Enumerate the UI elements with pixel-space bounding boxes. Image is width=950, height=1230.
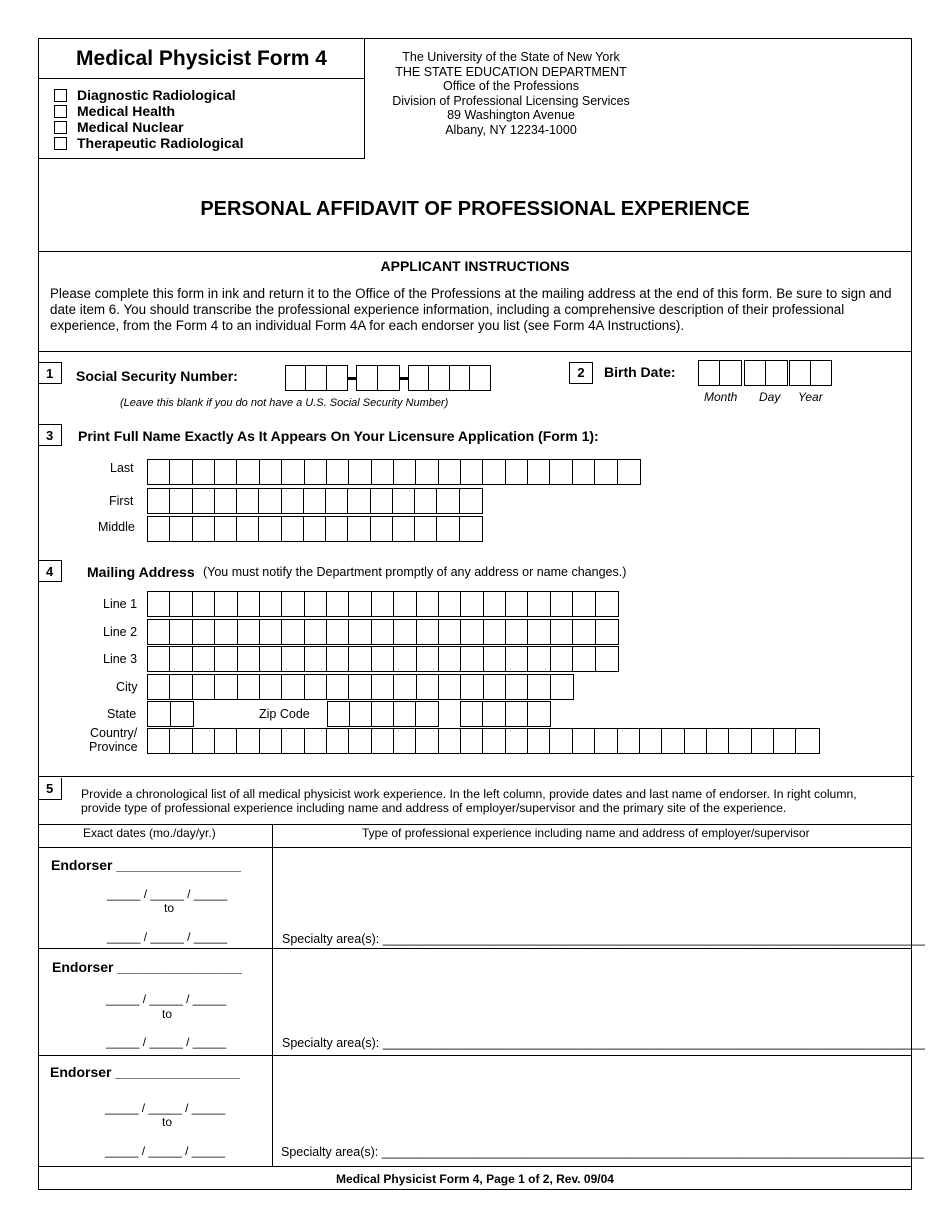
birth-year-field[interactable] bbox=[789, 360, 832, 386]
middle-name-field[interactable] bbox=[147, 516, 483, 542]
address-line3-field[interactable] bbox=[147, 646, 619, 672]
start-date-field[interactable]: _____ / _____ / _____ bbox=[105, 1101, 226, 1115]
address-line2-label: Line 2 bbox=[103, 625, 138, 639]
ssn-note: (Leave this blank if you do not have a U.S. Social Security Number) bbox=[120, 397, 449, 409]
specialty-label: Therapeutic Radiological bbox=[77, 135, 244, 151]
divider bbox=[39, 78, 364, 79]
last-name-field[interactable] bbox=[147, 459, 641, 485]
mailing-address-note: (You must notify the Department promptly of any address or name changes.) bbox=[203, 565, 627, 579]
dates-column-header: Exact dates (mo./day/yr.) bbox=[83, 826, 216, 840]
country-field[interactable] bbox=[147, 728, 820, 754]
instructions-heading: APPLICANT INSTRUCTIONS bbox=[380, 258, 570, 274]
address-line2-field[interactable] bbox=[147, 619, 619, 645]
checkbox[interactable] bbox=[54, 89, 67, 102]
agency-line: The University of the State of New York bbox=[402, 50, 620, 64]
state-label: State bbox=[107, 707, 137, 721]
day-label: Day bbox=[759, 390, 781, 404]
specialty-label: Diagnostic Radiological bbox=[77, 87, 236, 103]
item-number: 5 bbox=[38, 778, 62, 800]
birth-day-field[interactable] bbox=[744, 360, 788, 386]
item-number: 4 bbox=[38, 560, 62, 582]
agency-line: Office of the Professions bbox=[443, 79, 579, 94]
specialty-option[interactable] bbox=[54, 135, 243, 151]
birth-month-field[interactable] bbox=[698, 360, 742, 386]
agency-line: Division of Professional Licensing Services bbox=[392, 93, 630, 108]
experience-column-header: Type of professional experience including name and address of employer/supervisor bbox=[362, 826, 810, 840]
checkbox[interactable] bbox=[54, 121, 67, 134]
specialty-option[interactable] bbox=[54, 103, 175, 119]
divider bbox=[38, 776, 914, 777]
middle-name-label: Middle bbox=[98, 520, 135, 534]
divider bbox=[38, 1166, 912, 1167]
endorser-field[interactable]: Endorser ________________ bbox=[51, 857, 241, 873]
ssn-field-part3[interactable] bbox=[408, 365, 491, 391]
page-title: PERSONAL AFFIDAVIT OF PROFESSIONAL EXPERIENCE bbox=[200, 198, 750, 220]
specialty-label: Medical Health bbox=[77, 103, 176, 119]
state-field[interactable] bbox=[147, 701, 194, 727]
checkbox[interactable] bbox=[54, 137, 67, 150]
birth-date-label: Birth Date: bbox=[604, 364, 676, 380]
full-name-label: Print Full Name Exactly As It Appears On Your Licensure Application (Form 1): bbox=[78, 428, 599, 444]
endorser-field[interactable]: Endorser ________________ bbox=[50, 1064, 240, 1080]
page-footer: Medical Physicist Form 4, Page 1 of 2, Rev. 09/04 bbox=[336, 1172, 614, 1186]
city-field[interactable] bbox=[147, 674, 574, 700]
divider bbox=[38, 251, 912, 252]
agency-line: Albany, NY 12234-1000 bbox=[445, 122, 577, 137]
country-label: Country/ bbox=[90, 726, 138, 740]
start-date-field[interactable]: _____ / _____ / _____ bbox=[107, 887, 228, 901]
first-name-field[interactable] bbox=[147, 488, 483, 514]
specialty-field[interactable]: Specialty area(s): ______________________________________________________________________________ bbox=[281, 1145, 924, 1159]
specialty-option[interactable] bbox=[54, 119, 184, 135]
endorser-field[interactable]: Endorser ________________ bbox=[52, 959, 242, 975]
end-date-field[interactable]: _____ / _____ / _____ bbox=[106, 1035, 227, 1049]
address-line3-label: Line 3 bbox=[103, 652, 138, 666]
last-name-label: Last bbox=[110, 461, 134, 475]
divider bbox=[38, 948, 912, 949]
ssn-label: Social Security Number: bbox=[76, 368, 238, 384]
start-date-field[interactable]: _____ / _____ / _____ bbox=[106, 992, 227, 1006]
to-label: to bbox=[162, 1007, 173, 1021]
form-title: Medical Physicist Form 4 bbox=[76, 47, 327, 70]
experience-instructions: Provide a chronological list of all medical physicist work experience. In the left column, provide dates and last name of endorser. In right column, bbox=[81, 787, 857, 801]
specialty-option[interactable] bbox=[54, 87, 236, 103]
province-label: Province bbox=[89, 740, 138, 754]
to-label: to bbox=[162, 1115, 173, 1129]
divider bbox=[38, 1055, 912, 1056]
item-number: 1 bbox=[38, 362, 62, 384]
experience-instructions: provide type of professional experience including name and address of employer/supervisor and the primary site of the experience. bbox=[81, 801, 787, 815]
specialty-label: Medical Nuclear bbox=[77, 119, 184, 135]
month-label: Month bbox=[704, 390, 738, 404]
ssn-field-part1[interactable] bbox=[285, 365, 348, 391]
zip-code-field[interactable] bbox=[327, 701, 439, 727]
zip-code-label: Zip Code bbox=[259, 707, 310, 721]
item-number: 3 bbox=[38, 424, 62, 446]
mailing-address-label: Mailing Address bbox=[87, 564, 195, 580]
divider bbox=[38, 847, 912, 848]
end-date-field[interactable]: _____ / _____ / _____ bbox=[105, 1144, 226, 1158]
address-line1-field[interactable] bbox=[147, 591, 619, 617]
instructions-body: Please complete this form in ink and return it to the Office of the Professions at the mailing address at the end of this form. Be sure to sign and date item 6. You should transcribe the professional experience information, including a comprehensive description of their professional experience, from the Form 4 to an individual Form 4A for each endorser you list (see Form 4A Instructions). bbox=[50, 286, 892, 333]
agency-address bbox=[370, 50, 652, 138]
zip-extension-field[interactable] bbox=[460, 701, 551, 727]
divider bbox=[38, 824, 912, 825]
address-line1-label: Line 1 bbox=[103, 597, 138, 611]
city-label: City bbox=[116, 680, 138, 694]
item-number: 2 bbox=[569, 362, 593, 384]
agency-line: THE STATE EDUCATION DEPARTMENT bbox=[395, 64, 627, 79]
specialty-field[interactable]: Specialty area(s): ______________________________________________________________________________ bbox=[282, 1036, 925, 1050]
to-label: to bbox=[164, 901, 175, 915]
specialty-field[interactable]: Specialty area(s): ______________________________________________________________________________ bbox=[282, 932, 925, 946]
year-label: Year bbox=[798, 390, 823, 404]
first-name-label: First bbox=[109, 494, 134, 508]
column-divider bbox=[272, 824, 273, 1167]
ssn-field-part2[interactable] bbox=[356, 365, 400, 391]
divider bbox=[38, 351, 912, 352]
end-date-field[interactable]: _____ / _____ / _____ bbox=[107, 930, 228, 944]
form-title-box bbox=[38, 38, 365, 159]
checkbox[interactable] bbox=[54, 105, 67, 118]
agency-line: 89 Washington Avenue bbox=[447, 108, 575, 123]
